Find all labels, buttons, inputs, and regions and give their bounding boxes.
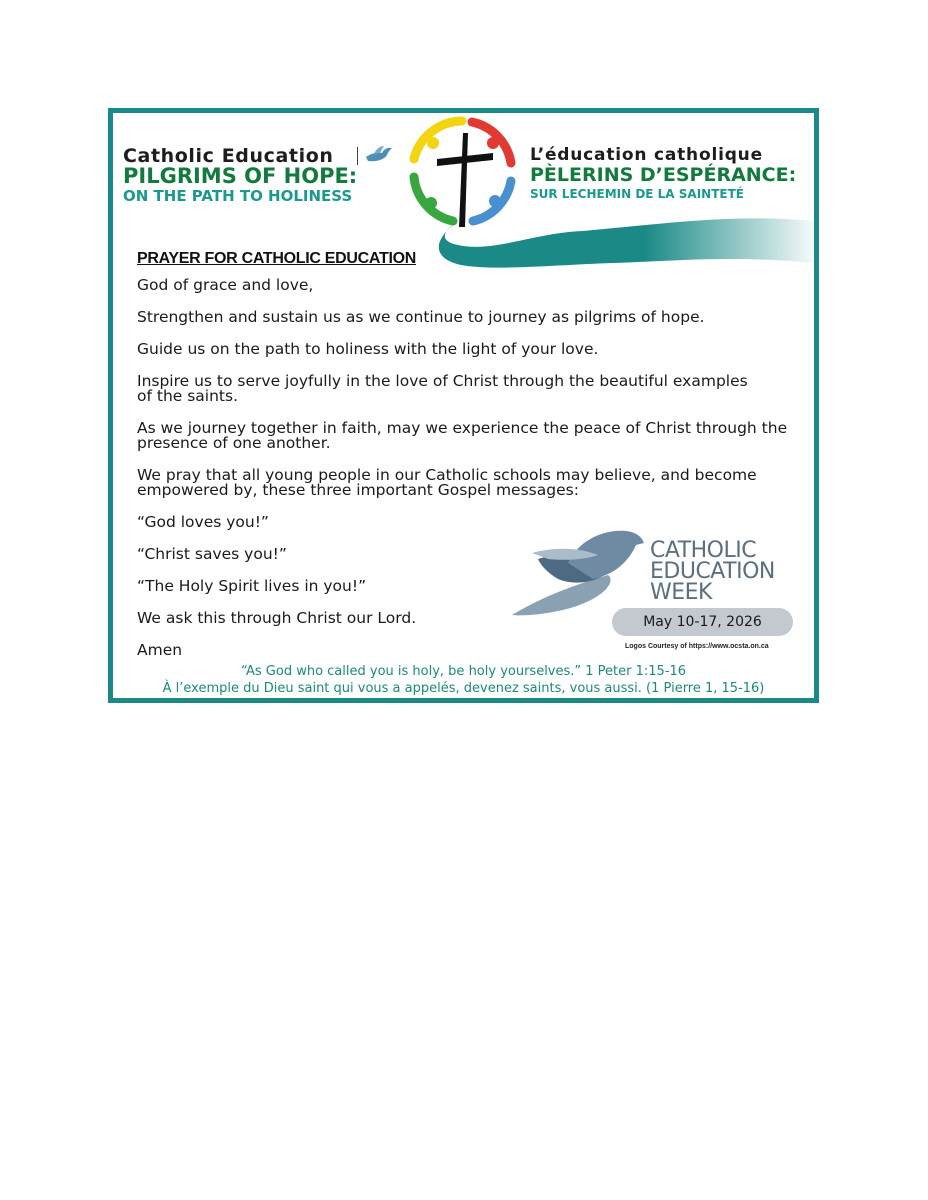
prayer-line: Strengthen and sustain us as we continue to journey as pilgrims of hope. [137,308,705,326]
header-french [530,145,796,201]
header-fr-line2: PÈLERINS D’ESPÉRANCE: [530,164,797,186]
verse-english: “As God who called you is holy, be holy yourselves.” 1 Peter 1:15-16 [240,664,687,679]
header-divider [357,147,358,165]
prayer-title: PRAYER FOR CATHOLIC EDUCATION [137,250,417,267]
prayer-line: God of grace and love, [137,276,314,294]
prayer-line: Guide us on the path to holiness with the light of your love. [137,340,599,358]
cross-emblem-icon [405,115,520,230]
cew-dove-icon [508,523,648,618]
header-english [123,145,357,205]
prayer-line: We ask this through Christ our Lord. [137,609,417,627]
header-fr-line1: L’éducation catholique [530,145,763,165]
cew-wordmark [650,540,775,603]
cew-line1: CATHOLIC [650,538,757,563]
prayer-line: “Christ saves you!” [137,545,287,563]
header-fr-line3: SUR LECHEMIN DE LA SAINTETÉ [530,187,744,201]
cew-line2: EDUCATION [650,559,775,584]
header-en-line2: PILGRIMS OF HOPE: [123,164,358,188]
header-en-line3: ON THE PATH TO HOLINESS [123,187,353,205]
prayer-line: As we journey together in faith, may we experience the peace of Christ through the presence of one another. [137,419,788,452]
prayer-line: We pray that all young people in our Catholic schools may believe, and become empowered by, these three important Gospel messages: [137,466,757,499]
prayer-line: Inspire us to serve joyfully in the love of Christ through the beautiful examples of the saints. [137,372,748,405]
prayer-card [108,108,819,703]
prayer-line: “The Holy Spirit lives in you!” [137,577,367,595]
cew-line3: WEEK [650,580,712,605]
date-badge: May 10-17, 2026 [612,608,793,636]
prayer-line: Amen [137,641,183,659]
logo-credit: Logos Courtesy of https://www.ocsta.on.ca [625,643,769,650]
dove-icon [364,143,394,165]
prayer-line: “God loves you!” [137,513,269,531]
header-en-line1: Catholic Education [123,145,334,167]
verse-french: À l’exemple du Dieu saint qui vous a appelés, devenez saints, vous aussi. (1 Pierre 1, 15-16) [162,681,765,696]
